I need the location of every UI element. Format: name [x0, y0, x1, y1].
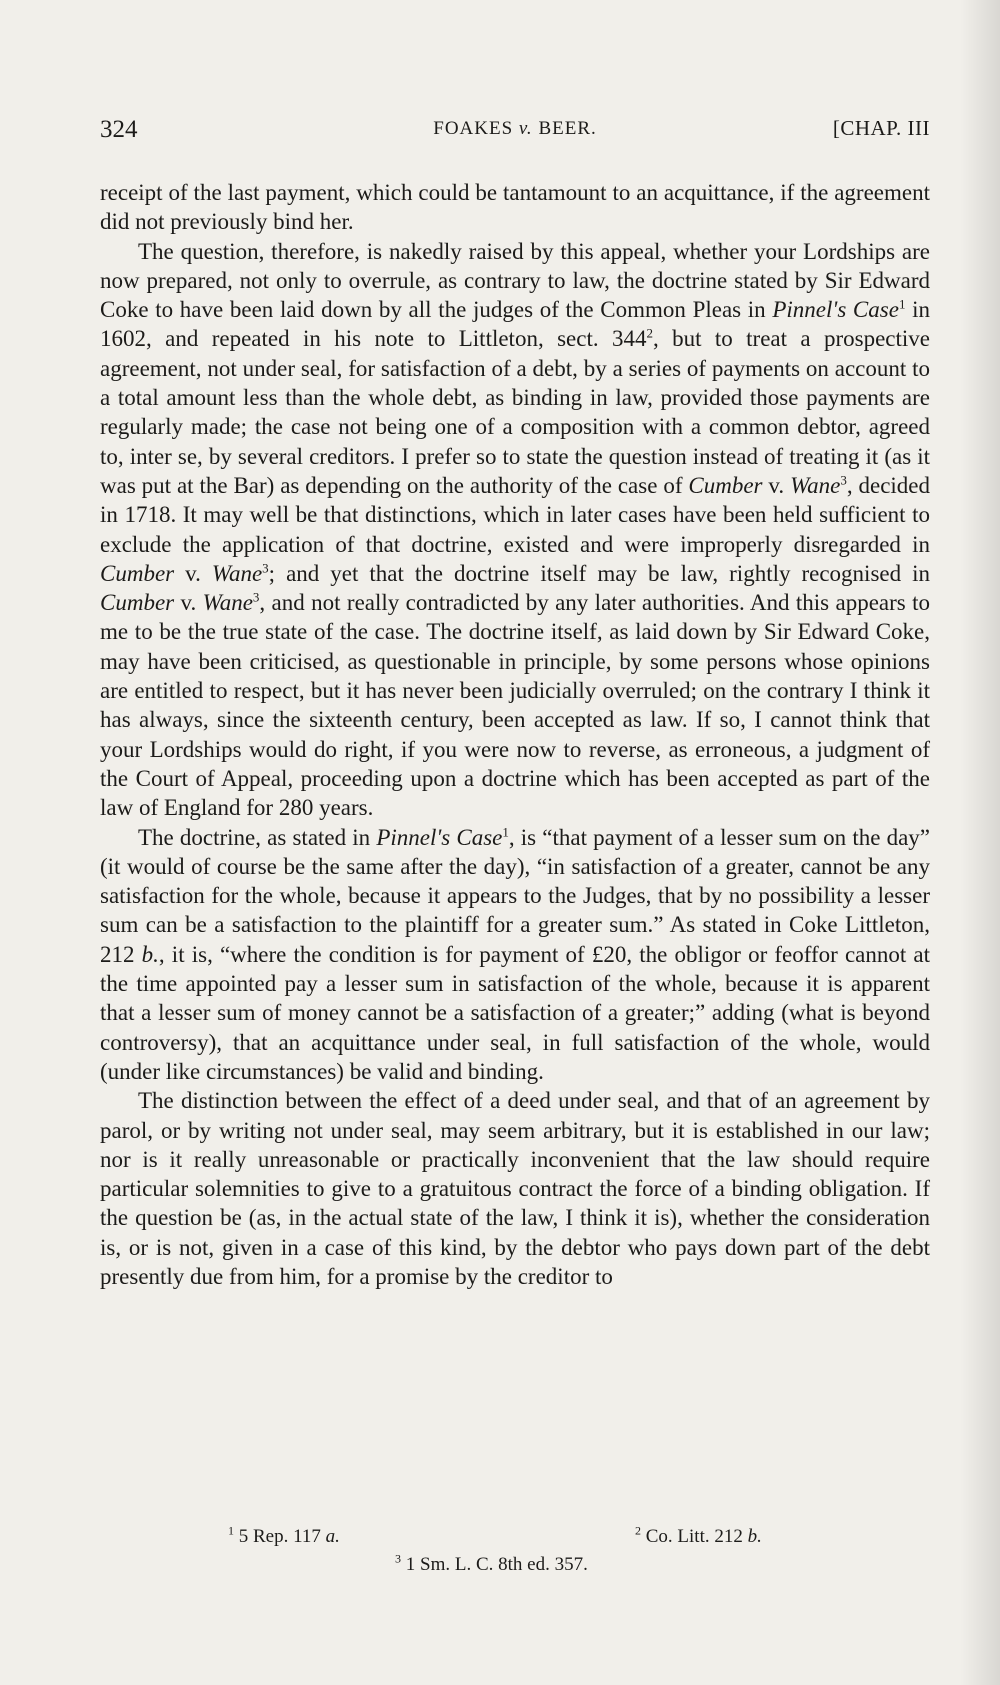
footnote-2-number: 2 — [635, 1523, 641, 1538]
text-run: in 1602, and repeated in his note to Littleton, sect. 344 — [100, 297, 930, 352]
text-run: receipt of the last payment, which could be tantamount to an acquittance, if the agreement did not previously bind her. — [100, 180, 930, 235]
footnotes — [100, 1523, 930, 1579]
italic-run: Pinnel's Case — [772, 297, 899, 323]
footnote-1-number: 1 — [228, 1523, 234, 1538]
paragraph-4 — [100, 1086, 930, 1291]
title-party-a: FOAKES — [433, 118, 514, 139]
footnote-ref: 3 — [252, 589, 260, 605]
footnote-line-2 — [100, 1551, 930, 1579]
text-run: v. — [762, 472, 791, 498]
text-run: The distinction between the effect of a deed under seal, and that of an agreement by parol, or by writing not under seal, may seem arbitrary, but it is established in our law; nor is it really unreasonable or practically inconvenient that the law should require particular solemnities to give to a gratuitous contract the force of a binding obligation. If the question be (as, in the actual state of the law, I think it is), whether the consideration is, or is not, given in a case of this kind, by the debtor who pays down part of the debt presently due from him, for a promise by the creditor to — [100, 1088, 930, 1289]
footnote-ref: 2 — [646, 325, 653, 341]
footnote-1-text: 5 Rep. 117 — [238, 1526, 326, 1547]
text-run: The question, therefore, is nakedly raised by this appeal, whether your Lordships are now prepared, not only to overrule, as contrary to law, the doctrine stated by Sir Edward Coke to have been laid down by all the judges of the Common Pleas in — [100, 238, 930, 323]
paragraph-2 — [100, 237, 930, 823]
paragraph-1 — [100, 178, 930, 237]
text-run: , decided in 1718. It may well be that distinctions, which in later cases have been held sufficient to exclude the application of that doctrine, existed and were improperly disregarded in — [100, 472, 931, 557]
italic-run: Wane — [211, 560, 263, 586]
italic-run: b. — [141, 941, 159, 967]
title-versus: v. — [518, 118, 533, 139]
text-run: , it is, “where the condition is for payment of £20, the obligor or feoffor cannot at the time appointed pay a lesser sum in satisfaction of the whole, because it is apparent that a lesser sum of money cannot be a satisfaction of a greater;” adding (what is beyond controversy), that an acquittance under seal, in full satisfaction of the whole, would (under like circumstances) be valid and binding. — [100, 941, 931, 1084]
italic-run: Pinnel's Case — [376, 824, 503, 850]
text-run: v. — [174, 560, 212, 586]
italic-run: Wane — [790, 472, 841, 498]
title-party-b: BEER. — [538, 118, 597, 139]
text-run: ; and yet that the doctrine itself may be law, rightly recognised in — [268, 560, 930, 586]
page-gutter-shadow — [960, 0, 1000, 1685]
footnote-3-text: 1 Sm. L. C. 8th ed. 357. — [405, 1554, 588, 1575]
footnote-2-text: Co. Litt. 212 — [645, 1526, 748, 1547]
text-run: , but to treat a prospective agreement, not under seal, for satisfaction of a debt, by a series of payments on account to a total amount less than the whole debt, as binding in law, provided those payments are regularly made; the case not being one of a composition with a common debtor, agreed to, inter se, by several creditors. I prefer so to state the question instead of treating it (as it was put at the Bar) as depending on the authority of the case of — [100, 326, 930, 498]
italic-run: Cumber — [688, 472, 763, 498]
italic-run: Cumber — [100, 590, 175, 616]
footnote-2 — [635, 1523, 762, 1551]
paragraph-3 — [100, 823, 930, 1087]
footnote-ref: 1 — [502, 823, 509, 839]
text-run: v. — [174, 590, 203, 616]
footnote-ref: 1 — [898, 296, 906, 312]
footnote-1 — [228, 1523, 340, 1551]
chapter-label: [CHAP. III — [832, 116, 930, 140]
running-header — [100, 116, 930, 150]
text-run: , is “that payment of a lesser sum on the day” (it would of course be the same after the day), “in satisfaction of a greater, cannot be any satisfaction for the whole, because it appears to the Judges, that by no possibility a lesser sum can be a satisfaction to the plaintiff for a greater sum.” As stated in Coke Littleton, 212 — [100, 824, 930, 967]
italic-run: Wane — [202, 590, 253, 616]
footnote-1-italic: a. — [325, 1526, 340, 1547]
italic-run: Cumber — [100, 560, 175, 586]
footnote-ref: 3 — [262, 560, 269, 576]
text-run: , and not really contradicted by any later authorities. And this appears to me to be the true state of the case. The doctrine itself, as laid down by Sir Edward Coke, may have been criticised, as questionable in principle, by some persons whose opinions are entitled to respect, but it has never been judicially overruled; on the contrary I think it has always, since the sixteenth century, been accepted as law. If so, I cannot think that your Lordships would do right, if you were now to reverse, as erroneous, a judgment of the Court of Appeal, proceeding upon a doctrine which has been accepted as part of the law of England for 280 years. — [100, 590, 930, 821]
footnote-ref: 3 — [840, 472, 847, 488]
footnote-2-italic: b. — [747, 1526, 762, 1547]
running-title — [100, 118, 930, 140]
body-text — [100, 178, 930, 1291]
footnote-line-1 — [100, 1523, 930, 1551]
text-run: The doctrine, as stated in — [138, 824, 377, 850]
footnote-3 — [395, 1551, 588, 1579]
page-number: 324 — [100, 116, 138, 143]
footnote-3-number: 3 — [395, 1551, 401, 1566]
